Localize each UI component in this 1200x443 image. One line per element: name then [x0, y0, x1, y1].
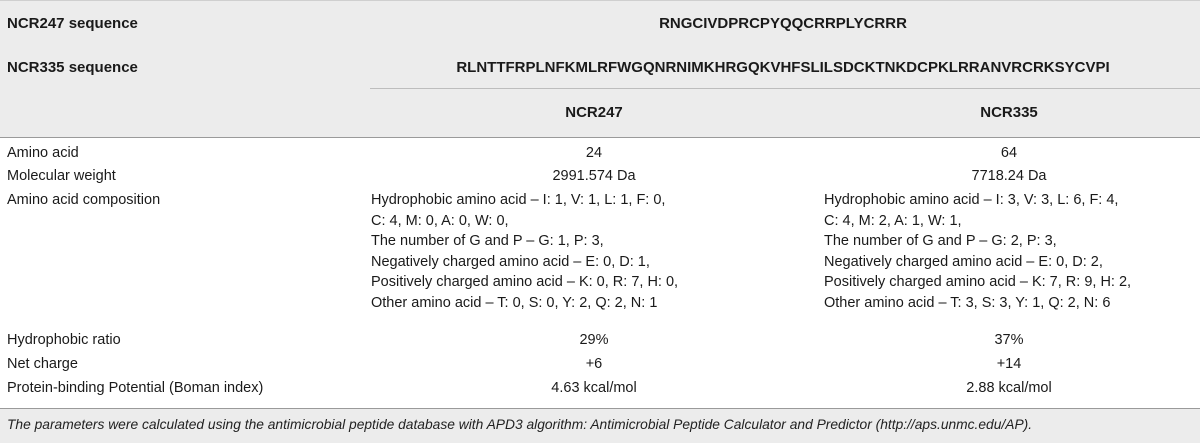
table-footnote: The parameters were calculated using the antimicrobial peptide database with APD3 algorithm: Antimicrobial Peptide Calculator and Predictor (http://aps.unmc.edu/AP).: [7, 417, 1033, 432]
composition-line: The number of G and P – G: 2, P: 3,: [824, 233, 1057, 249]
row-label-boman-index: Protein-binding Potential (Boman index): [7, 380, 264, 396]
ncr247-sequence-value: RNGCIVDPRCPYQQCRRPLYCRRR: [659, 15, 907, 32]
composition-line: C: 4, M: 0, A: 0, W: 0,: [371, 212, 509, 229]
cell-boman-index-ncr247: 4.63 kcal/mol: [551, 380, 637, 396]
column-header-ncr247: NCR247: [565, 104, 623, 121]
composition-line: Other amino acid – T: 3, S: 3, Y: 1, Q: 2, N: 6: [824, 294, 1111, 311]
row-label-net-charge: Net charge: [7, 356, 78, 372]
ncr335-sequence-value: RLNTTFRPLNFKMLRFWGQNRNIMKHRGQKVHFSLILSDCKTNKDCPKLRRANVRCRKSYCVPI: [456, 59, 1110, 76]
column-header-ncr335: NCR335: [980, 104, 1038, 121]
composition-line: Other amino acid – T: 0, S: 0, Y: 2, Q: 2, N: 1: [371, 294, 658, 311]
cell-molecular-weight-ncr247: 2991.574 Da: [552, 168, 636, 184]
row-label-hydrophobic-ratio: Hydrophobic ratio: [7, 332, 121, 348]
cell-net-charge-ncr335: +14: [996, 356, 1022, 372]
cell-boman-index-ncr335: 2.88 kcal/mol: [966, 380, 1052, 396]
row-label-amino-acid: Amino acid: [7, 145, 79, 161]
cell-composition-ncr247: [371, 190, 678, 313]
composition-line: Hydrophobic amino acid – I: 1, V: 1, L: 1, F: 0,: [371, 192, 666, 208]
row-label-amino-acid-composition: Amino acid composition: [7, 192, 161, 208]
composition-line: Negatively charged amino acid – E: 0, D: 1,: [371, 253, 650, 270]
ncr335-sequence-label: NCR335 sequence: [7, 59, 138, 76]
cell-hydrophobic-ratio-ncr335: 37%: [994, 332, 1024, 348]
ncr247-sequence-row: [0, 1, 1200, 45]
sequence-section: [0, 0, 1200, 89]
ncr335-sequence-row: [0, 45, 1200, 89]
composition-line: Negatively charged amino acid – E: 0, D: 2,: [824, 253, 1103, 270]
ncr247-sequence-label: NCR247 sequence: [7, 15, 138, 32]
composition-line: C: 4, M: 2, A: 1, W: 1,: [824, 212, 962, 229]
cell-hydrophobic-ratio-ncr247: 29%: [579, 332, 609, 348]
cell-net-charge-ncr247: +6: [585, 356, 603, 372]
cell-molecular-weight-ncr335: 7718.24 Da: [971, 168, 1047, 184]
composition-line: Positively charged amino acid – K: 7, R: 9, H: 2,: [824, 274, 1132, 290]
cell-composition-ncr335: [824, 190, 1131, 313]
cell-amino-acid-ncr335: 64: [1000, 145, 1018, 161]
cell-amino-acid-ncr247: 24: [585, 145, 603, 161]
header-divider: [0, 137, 1200, 138]
composition-line: Hydrophobic amino acid – I: 3, V: 3, L: 6, F: 4,: [824, 192, 1119, 208]
composition-line: Positively charged amino acid – K: 0, R: 7, H: 0,: [371, 274, 679, 290]
row-label-molecular-weight: Molecular weight: [7, 168, 116, 184]
composition-line: The number of G and P – G: 1, P: 3,: [371, 233, 604, 249]
